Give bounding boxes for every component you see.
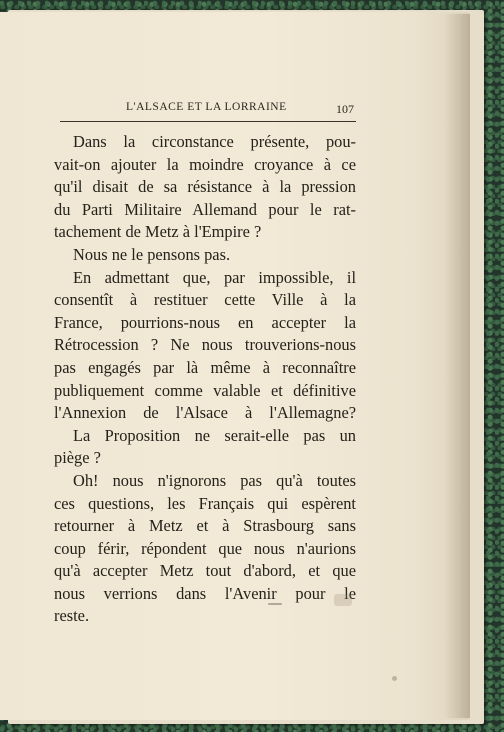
running-header	[60, 98, 356, 120]
text-line: Dans la circonstance présente, pou-	[73, 132, 356, 151]
text-line: nous verrions dans l'Avenir pour le	[54, 583, 356, 603]
paper-spot	[392, 676, 397, 681]
text-line: piège ?	[54, 448, 101, 468]
page-number: 107	[336, 102, 354, 116]
header-rule	[60, 121, 356, 122]
text-line: du Parti Militaire Allemand pour le rat-	[54, 199, 356, 219]
page-fold-shadow	[444, 14, 470, 718]
body-text	[54, 131, 356, 628]
text-line: l'Annexion de l'Alsace à l'Allemagne?	[54, 403, 356, 423]
text-line: France, pourrions-nous en accepter la	[54, 312, 356, 332]
text-line: retourner à Metz et à Strasbourg sans	[54, 516, 356, 536]
text-line: Nous ne le pensons pas.	[73, 244, 231, 264]
text-line: vait-on ajouter la moindre croyance à ce	[54, 154, 356, 174]
running-title: L'ALSACE ET LA LORRAINE	[126, 101, 287, 113]
text-line: coup férir, répondent que nous n'aurions	[54, 538, 356, 558]
text-line: reste.	[54, 606, 90, 626]
text-line: Rétrocession ? Ne nous trouverions-nous	[54, 335, 356, 355]
text-line: En admettant que, par impossible, il	[73, 267, 356, 287]
text-line: qu'il disait de sa résistance à la pression	[54, 177, 356, 197]
text-line: Oh! nous n'ignorons pas qu'à toutes	[73, 470, 356, 490]
text-line: consentît à restituer cette Ville à la	[54, 290, 356, 310]
text-line: ces questions, les Français qui espèrent	[54, 493, 356, 513]
text-line: pas engagés par là même à reconnaître	[54, 357, 356, 377]
text-line: qu'à accepter Metz tout d'abord, et que	[54, 561, 356, 581]
ink-speck	[268, 603, 282, 605]
text-line: publiquement comme valable et définitive	[54, 380, 356, 400]
text-line: La Proposition ne serait-elle pas un	[73, 425, 356, 445]
paper-stain	[334, 594, 352, 606]
text-line: tachement de Metz à l'Empire ?	[54, 222, 262, 242]
